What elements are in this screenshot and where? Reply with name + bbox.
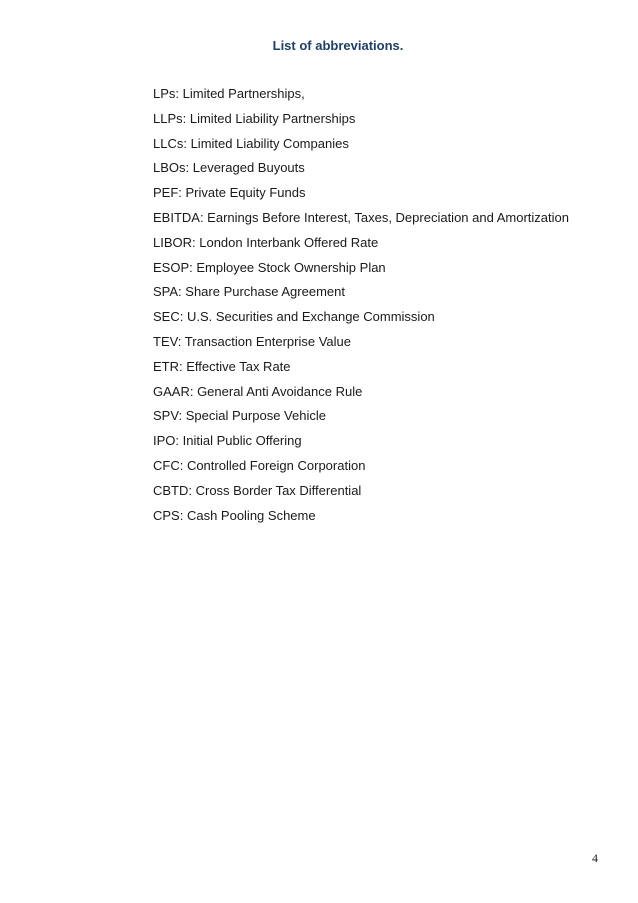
abbreviation-item: CBTD: Cross Border Tax Differential — [153, 482, 362, 498]
abbreviation-item: ESOP: Employee Stock Ownership Plan — [153, 259, 386, 275]
page-number: 4 — [592, 851, 598, 865]
abbreviation-item: SPA: Share Purchase Agreement — [153, 284, 345, 300]
abbreviation-item: IPO: Initial Public Offering — [153, 433, 302, 449]
abbreviation-item: LBOs: Leveraged Buyouts — [153, 160, 305, 176]
abbreviation-item: TEV: Transaction Enterprise Value — [153, 333, 351, 349]
abbreviation-item: SEC: U.S. Securities and Exchange Commission — [153, 309, 435, 325]
abbreviation-item: PEF: Private Equity Funds — [153, 185, 306, 201]
abbreviation-item: ETR: Effective Tax Rate — [153, 358, 291, 374]
abbreviation-item: LPs: Limited Partnerships, — [153, 86, 305, 101]
abbreviation-list — [153, 82, 569, 528]
abbreviation-item: LLCs: Limited Liability Companies — [153, 135, 349, 151]
abbreviation-item: LLPs: Limited Liability Partnerships — [153, 110, 356, 126]
abbreviation-item: LIBOR: London Interbank Offered Rate — [153, 234, 379, 250]
abbreviation-item: SPV: Special Purpose Vehicle — [153, 408, 326, 424]
abbreviation-item: EBITDA: Earnings Before Interest, Taxes, Depreciation and Amortization — [153, 209, 569, 225]
abbreviation-item: CPS: Cash Pooling Scheme — [153, 507, 316, 523]
page-title: List of abbreviations. — [272, 38, 404, 53]
abbreviation-item: CFC: Controlled Foreign Corporation — [153, 457, 366, 473]
abbreviation-item: GAAR: General Anti Avoidance Rule — [153, 383, 363, 399]
